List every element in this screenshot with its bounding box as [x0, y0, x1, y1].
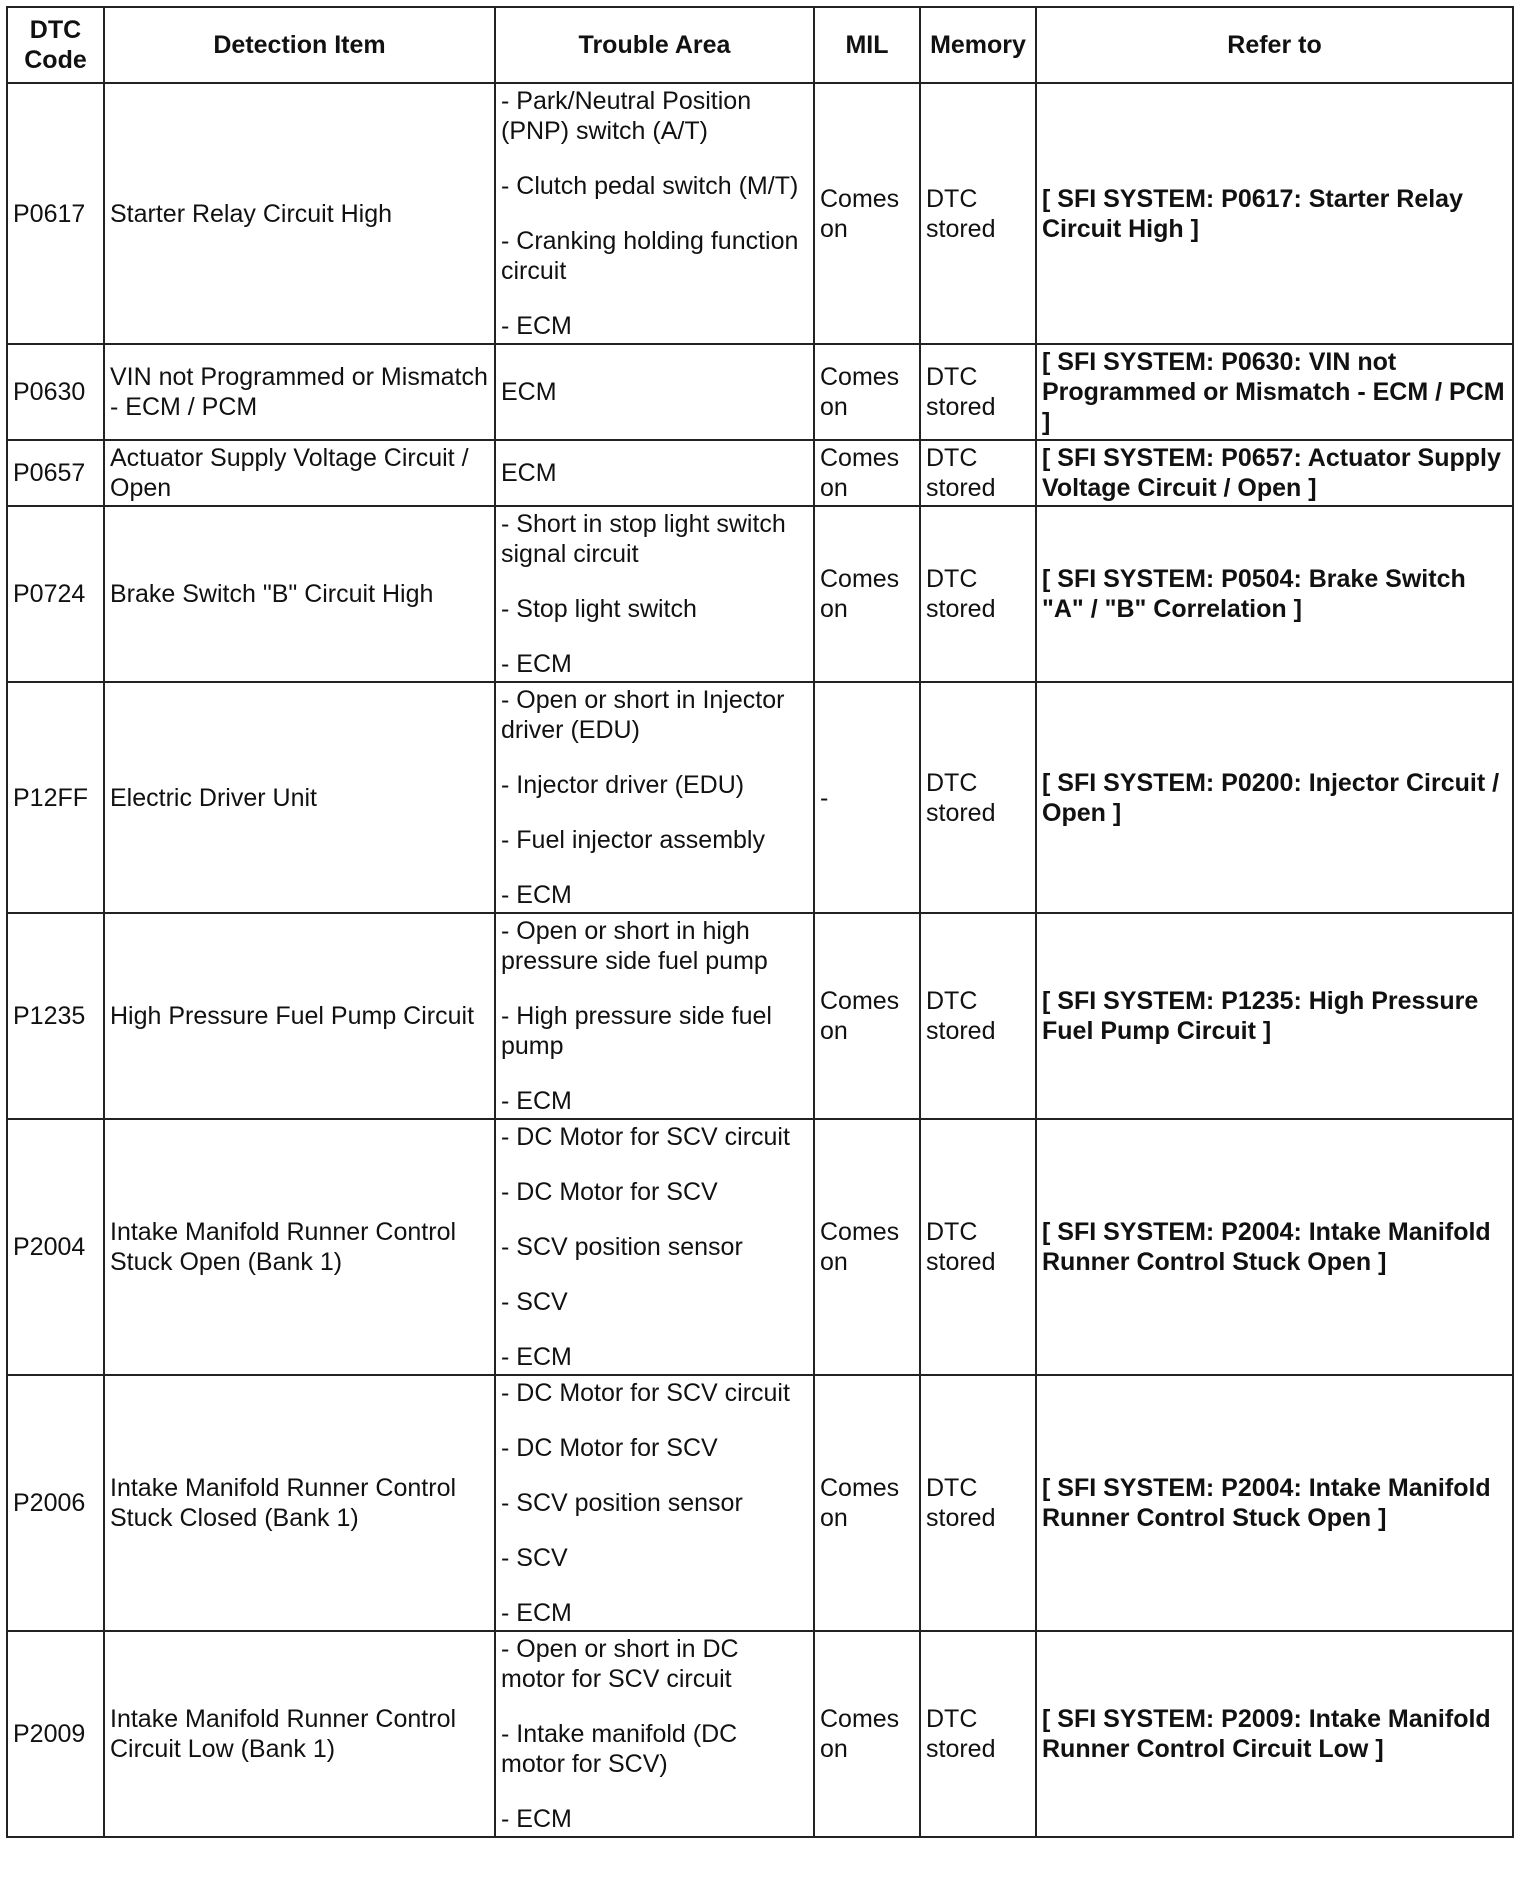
trouble-area-item: - Open or short in DC motor for SCV circuit	[501, 1635, 739, 1693]
trouble-area-cell	[495, 506, 814, 682]
trouble-area-item: - Fuel injector assembly	[501, 826, 765, 854]
dtc-table	[6, 6, 1514, 1838]
mil-cell: Comes on	[814, 344, 920, 440]
memory-cell: DTC stored	[920, 506, 1036, 682]
trouble-area-cell	[495, 344, 814, 440]
trouble-area-item: - DC Motor for SCV	[501, 1178, 718, 1206]
table-row	[7, 682, 1513, 913]
memory-cell: DTC stored	[920, 682, 1036, 913]
refer-to-cell: [ SFI SYSTEM: P0657: Actuator Supply Voltage Circuit / Open ]	[1036, 440, 1513, 506]
header-detection-item: Detection Item	[104, 7, 495, 83]
refer-to-cell: [ SFI SYSTEM: P2004: Intake Manifold Runner Control Stuck Open ]	[1036, 1375, 1513, 1631]
detection-item-cell: Actuator Supply Voltage Circuit / Open	[104, 440, 495, 506]
detection-item-cell: High Pressure Fuel Pump Circuit	[104, 913, 495, 1119]
dtc-code-cell: P2004	[7, 1119, 104, 1375]
trouble-area-cell	[495, 440, 814, 506]
header-dtc-code: DTC Code	[7, 7, 104, 83]
trouble-area-item: - ECM	[501, 1805, 572, 1833]
memory-cell: DTC stored	[920, 1631, 1036, 1837]
trouble-area-cell	[495, 1631, 814, 1837]
dtc-code-cell: P0657	[7, 440, 104, 506]
dtc-code-cell: P1235	[7, 913, 104, 1119]
table-row	[7, 344, 1513, 440]
trouble-area-item: - SCV position sensor	[501, 1233, 743, 1261]
trouble-area-item: - DC Motor for SCV	[501, 1434, 718, 1462]
table-row	[7, 1119, 1513, 1375]
trouble-area-item: - DC Motor for SCV circuit	[501, 1379, 790, 1407]
trouble-area-item: - Short in stop light switch signal circuit	[501, 510, 786, 568]
dtc-code-cell: P2006	[7, 1375, 104, 1631]
trouble-area-item: - SCV	[501, 1288, 568, 1316]
memory-cell: DTC stored	[920, 913, 1036, 1119]
mil-cell: Comes on	[814, 440, 920, 506]
mil-cell: Comes on	[814, 506, 920, 682]
header-mil: MIL	[814, 7, 920, 83]
trouble-area-item: - ECM	[501, 1343, 572, 1371]
trouble-area-item: ECM	[501, 378, 557, 406]
memory-cell: DTC stored	[920, 83, 1036, 344]
trouble-area-item: - Clutch pedal switch (M/T)	[501, 172, 799, 200]
refer-to-cell: [ SFI SYSTEM: P2004: Intake Manifold Runner Control Stuck Open ]	[1036, 1119, 1513, 1375]
header-trouble-area: Trouble Area	[495, 7, 814, 83]
refer-to-cell: [ SFI SYSTEM: P0617: Starter Relay Circuit High ]	[1036, 83, 1513, 344]
table-row	[7, 1631, 1513, 1837]
mil-cell: -	[814, 682, 920, 913]
trouble-area-item: - Injector driver (EDU)	[501, 771, 745, 799]
trouble-area-item: - High pressure side fuel pump	[501, 1002, 772, 1060]
trouble-area-cell	[495, 682, 814, 913]
header-row	[7, 7, 1513, 83]
trouble-area-item: - ECM	[501, 1087, 572, 1115]
table-row	[7, 440, 1513, 506]
mil-cell: Comes on	[814, 1631, 920, 1837]
memory-cell: DTC stored	[920, 344, 1036, 440]
header-refer-to: Refer to	[1036, 7, 1513, 83]
detection-item-cell: Electric Driver Unit	[104, 682, 495, 913]
trouble-area-item: - Open or short in high pressure side fuel pump	[501, 917, 768, 975]
mil-cell: Comes on	[814, 913, 920, 1119]
dtc-code-cell: P0630	[7, 344, 104, 440]
trouble-area-item: - Cranking holding function circuit	[501, 227, 799, 285]
refer-to-cell: [ SFI SYSTEM: P2009: Intake Manifold Runner Control Circuit Low ]	[1036, 1631, 1513, 1837]
trouble-area-cell	[495, 1375, 814, 1631]
dtc-code-cell: P2009	[7, 1631, 104, 1837]
trouble-area-item: - Park/Neutral Position (PNP) switch (A/T)	[501, 87, 752, 145]
table-row	[7, 83, 1513, 344]
detection-item-cell: Intake Manifold Runner Control Stuck Open (Bank 1)	[104, 1119, 495, 1375]
trouble-area-item: - DC Motor for SCV circuit	[501, 1123, 790, 1151]
detection-item-cell: Intake Manifold Runner Control Stuck Closed (Bank 1)	[104, 1375, 495, 1631]
header-memory: Memory	[920, 7, 1036, 83]
dtc-code-cell: P0724	[7, 506, 104, 682]
table-row	[7, 1375, 1513, 1631]
trouble-area-item: - SCV position sensor	[501, 1489, 743, 1517]
detection-item-cell: VIN not Programmed or Mismatch - ECM / PCM	[104, 344, 495, 440]
trouble-area-item: - ECM	[501, 1599, 572, 1627]
trouble-area-cell	[495, 1119, 814, 1375]
refer-to-cell: [ SFI SYSTEM: P1235: High Pressure Fuel Pump Circuit ]	[1036, 913, 1513, 1119]
memory-cell: DTC stored	[920, 1119, 1036, 1375]
trouble-area-item: - Open or short in Injector driver (EDU)	[501, 686, 785, 744]
mil-cell: Comes on	[814, 1375, 920, 1631]
mil-cell: Comes on	[814, 83, 920, 344]
trouble-area-cell	[495, 83, 814, 344]
memory-cell: DTC stored	[920, 1375, 1036, 1631]
detection-item-cell: Intake Manifold Runner Control Circuit Low (Bank 1)	[104, 1631, 495, 1837]
dtc-code-cell: P12FF	[7, 682, 104, 913]
trouble-area-item: - Stop light switch	[501, 595, 697, 623]
detection-item-cell: Brake Switch "B" Circuit High	[104, 506, 495, 682]
trouble-area-item: - ECM	[501, 881, 572, 909]
refer-to-cell: [ SFI SYSTEM: P0200: Injector Circuit / Open ]	[1036, 682, 1513, 913]
detection-item-cell: Starter Relay Circuit High	[104, 83, 495, 344]
table-row	[7, 913, 1513, 1119]
refer-to-cell: [ SFI SYSTEM: P0504: Brake Switch "A" / "B" Correlation ]	[1036, 506, 1513, 682]
trouble-area-item: - SCV	[501, 1544, 568, 1572]
trouble-area-item: ECM	[501, 459, 557, 487]
mil-cell: Comes on	[814, 1119, 920, 1375]
refer-to-cell: [ SFI SYSTEM: P0630: VIN not Programmed or Mismatch - ECM / PCM ]	[1036, 344, 1513, 440]
trouble-area-item: - ECM	[501, 312, 572, 340]
memory-cell: DTC stored	[920, 440, 1036, 506]
trouble-area-cell	[495, 913, 814, 1119]
table-row	[7, 506, 1513, 682]
trouble-area-item: - ECM	[501, 650, 572, 678]
trouble-area-item: - Intake manifold (DC motor for SCV)	[501, 1720, 738, 1778]
dtc-code-cell: P0617	[7, 83, 104, 344]
